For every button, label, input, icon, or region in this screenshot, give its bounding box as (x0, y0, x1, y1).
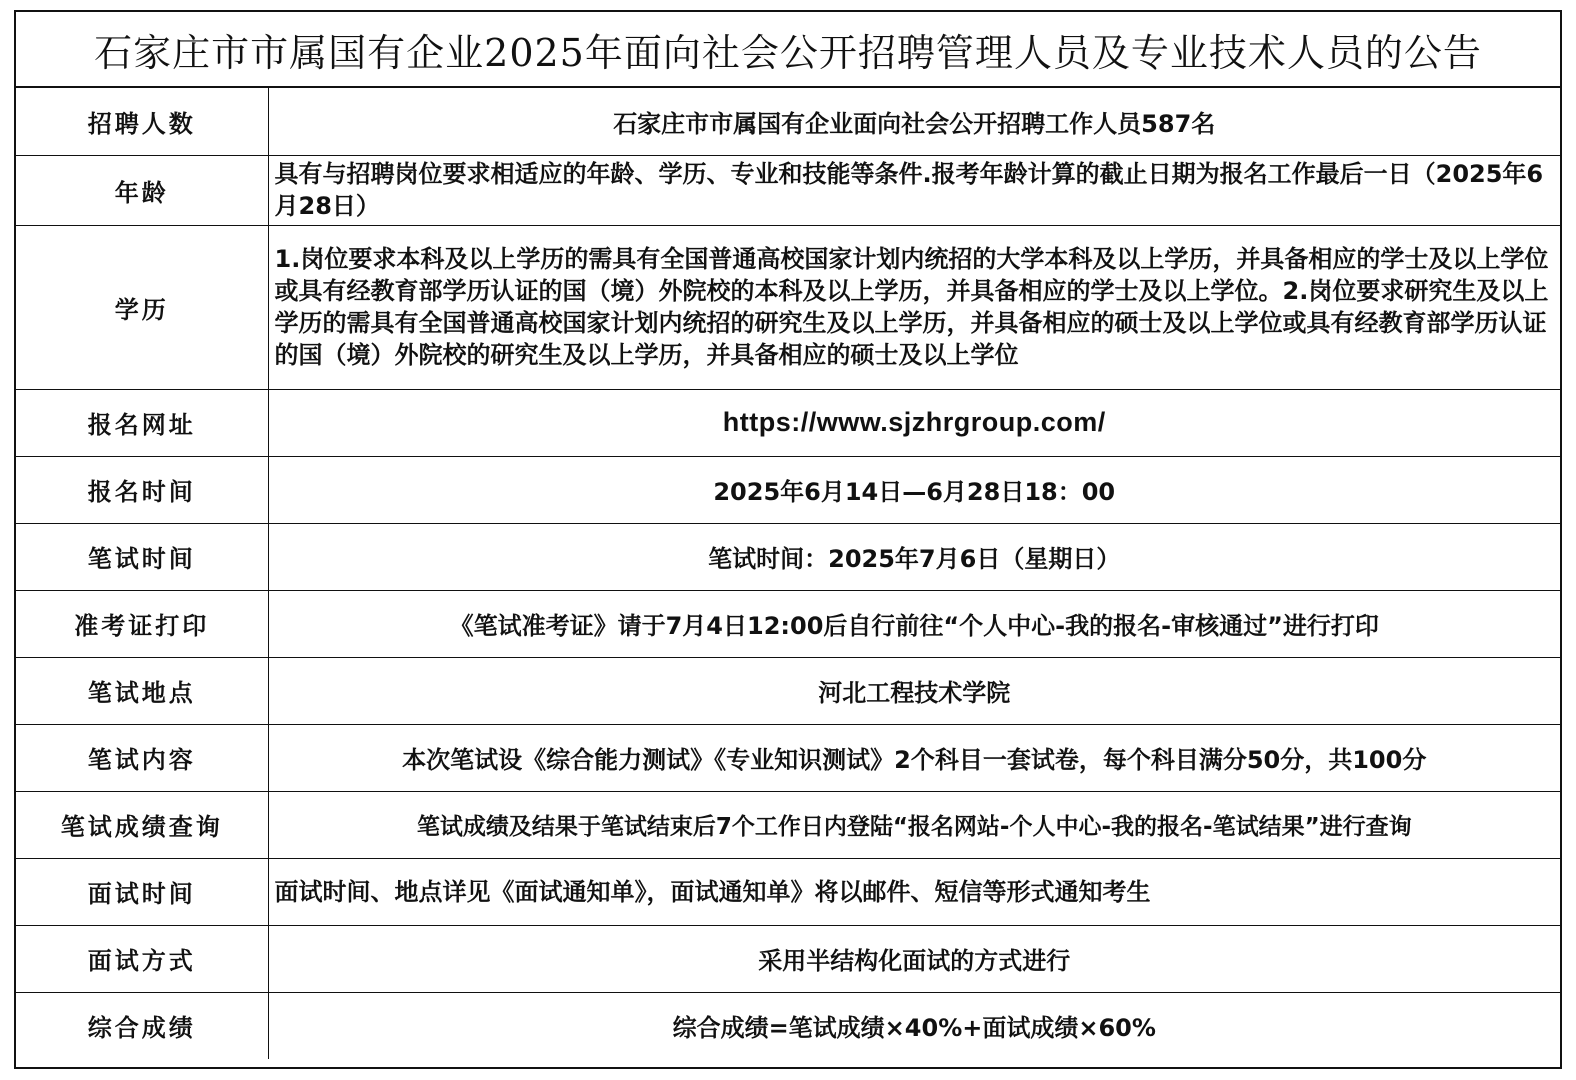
row-label: 准考证打印 (16, 590, 268, 657)
row-label: 面试时间 (16, 858, 268, 925)
info-table (16, 88, 1560, 1059)
row-value: 具有与招聘岗位要求相适应的年龄、学历、专业和技能等条件.报考年龄计算的截止日期为报名工作最后一日（2025年6月28日） (268, 155, 1560, 225)
row-label: 年龄 (16, 155, 268, 225)
row-value: 2025年6月14日—6月28日18：00 (268, 456, 1560, 523)
table-row-exam-location (16, 657, 1560, 724)
row-label: 笔试时间 (16, 523, 268, 590)
table-row-exam-content (16, 724, 1560, 791)
row-value: 《笔试准考证》请于7月4日12:00后自行前往“个人中心-我的报名-审核通过”进行打印 (268, 590, 1560, 657)
row-label: 综合成绩 (16, 992, 268, 1059)
table-row-age (16, 155, 1560, 225)
table-row-admission-ticket (16, 590, 1560, 657)
row-value: 本次笔试设《综合能力测试》《专业知识测试》2个科目一套试卷，每个科目满分50分，共100分 (268, 724, 1560, 791)
registration-url[interactable]: https://www.sjzhrgroup.com/ (268, 389, 1560, 456)
table-row-score-query (16, 791, 1560, 858)
row-value: 石家庄市市属国有企业面向社会公开招聘工作人员587名 (268, 88, 1560, 155)
row-label: 报名网址 (16, 389, 268, 456)
row-label: 招聘人数 (16, 88, 268, 155)
table-row-interview-time (16, 858, 1560, 925)
row-label: 报名时间 (16, 456, 268, 523)
table-row-headcount (16, 88, 1560, 155)
table-row-education (16, 225, 1560, 389)
row-value: 采用半结构化面试的方式进行 (268, 925, 1560, 992)
table-row-registration-time (16, 456, 1560, 523)
table-row-interview-method (16, 925, 1560, 992)
row-value: 综合成绩=笔试成绩×40%+面试成绩×60% (268, 992, 1560, 1059)
table-row-url (16, 389, 1560, 456)
announcement-table (14, 10, 1562, 1069)
row-label: 笔试内容 (16, 724, 268, 791)
table-row-exam-time (16, 523, 1560, 590)
announcement-title: 石家庄市市属国有企业2025年面向社会公开招聘管理人员及专业技术人员的公告 (16, 12, 1560, 88)
row-value: 1.岗位要求本科及以上学历的需具有全国普通高校国家计划内统招的大学本科及以上学历，并具备相应的学士及以上学位或具有经教育部学历认证的国（境）外院校的本科及以上学历，并具备相应的学士及以上学位。2.岗位要求研究生及以上学历的需具有全国普通高校国家计划内统招的研究生及以上学历，并具备相应的硕士及以上学位或具有经教育部学历认证的国（境）外院校的研究生及以上学历，并具备相应的硕士及以上学位 (268, 225, 1560, 389)
row-value: 笔试时间：2025年7月6日（星期日） (268, 523, 1560, 590)
row-label: 笔试地点 (16, 657, 268, 724)
row-value: 河北工程技术学院 (268, 657, 1560, 724)
row-label: 笔试成绩查询 (16, 791, 268, 858)
row-value: 面试时间、地点详见《面试通知单》，面试通知单》将以邮件、短信等形式通知考生 (268, 858, 1560, 925)
row-label: 面试方式 (16, 925, 268, 992)
row-value: 笔试成绩及结果于笔试结束后7个工作日内登陆“报名网站-个人中心-我的报名-笔试结果”进行查询 (268, 791, 1560, 858)
table-row-total-score (16, 992, 1560, 1059)
row-label: 学历 (16, 225, 268, 389)
